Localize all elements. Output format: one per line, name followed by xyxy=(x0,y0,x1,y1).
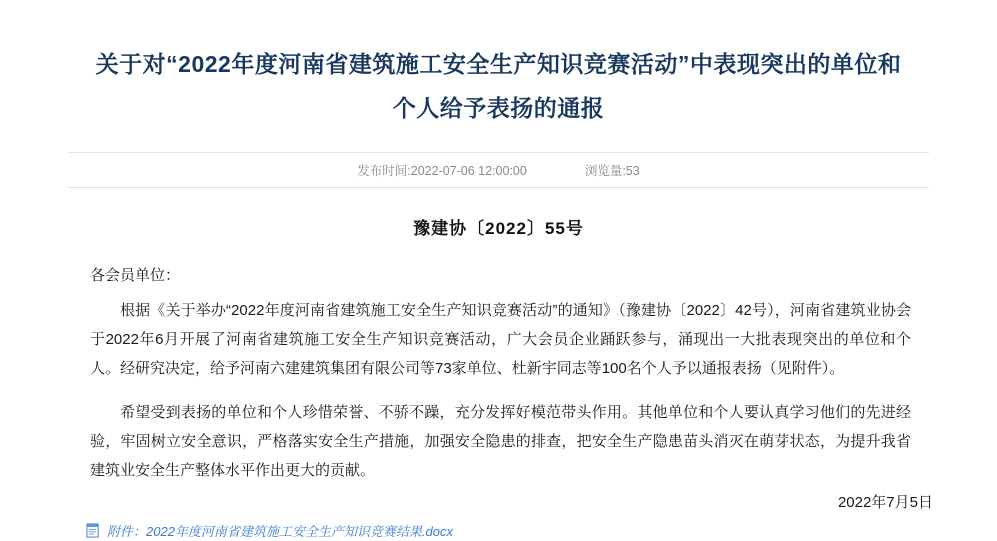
view-count: 浏览量:53 xyxy=(584,164,640,178)
publish-time: 发布时间:2022-07-06 12:00:00 xyxy=(357,164,527,178)
signature-date: 2022年7月5日 xyxy=(837,494,933,511)
attachment-row[interactable] xyxy=(86,521,965,540)
document-file-icon xyxy=(86,523,101,538)
document-body xyxy=(68,261,929,485)
page-title: 关于对“2022年度河南省建筑施工安全生产知识竞赛活动”中表现突出的单位和个人给予表扬的通报 xyxy=(95,51,902,121)
document-number: 豫建协〔2022〕55号 xyxy=(413,219,584,238)
body-paragraph: 根据《关于举办“2022年度河南省建筑施工安全生产知识竞赛活动”的通知》（豫建协〔2022〕42号），河南省建筑业协会于2022年6月开展了河南省建筑施工安全生产知识竞赛活动，广大会员企业踊跃参与，涌现出一大批表现突出的单位和个人。经研究决定，给予河南六建建筑集团有限公司等73家单位、杜新宇同志等100名个人予以通报表扬（见附件）。 xyxy=(90,302,911,377)
attachment-link[interactable]: 附件：2022年度河南省建筑施工安全生产知识竞赛结果.docx xyxy=(107,524,453,539)
body-paragraph: 希望受到表扬的单位和个人珍惜荣誉、不骄不躁，充分发挥好模范带头作用。其他单位和个人要认真学习他们的先进经验，牢固树立安全意识，严格落实安全生产措施，加强安全隐患的排查，把安全生产隐患苗头消灭在萌芽状态，为提升我省建筑业安全生产整体水平作出更大的贡献。 xyxy=(90,404,911,479)
salutation: 各会员单位： xyxy=(90,267,181,284)
document-meta-bar xyxy=(68,152,929,188)
